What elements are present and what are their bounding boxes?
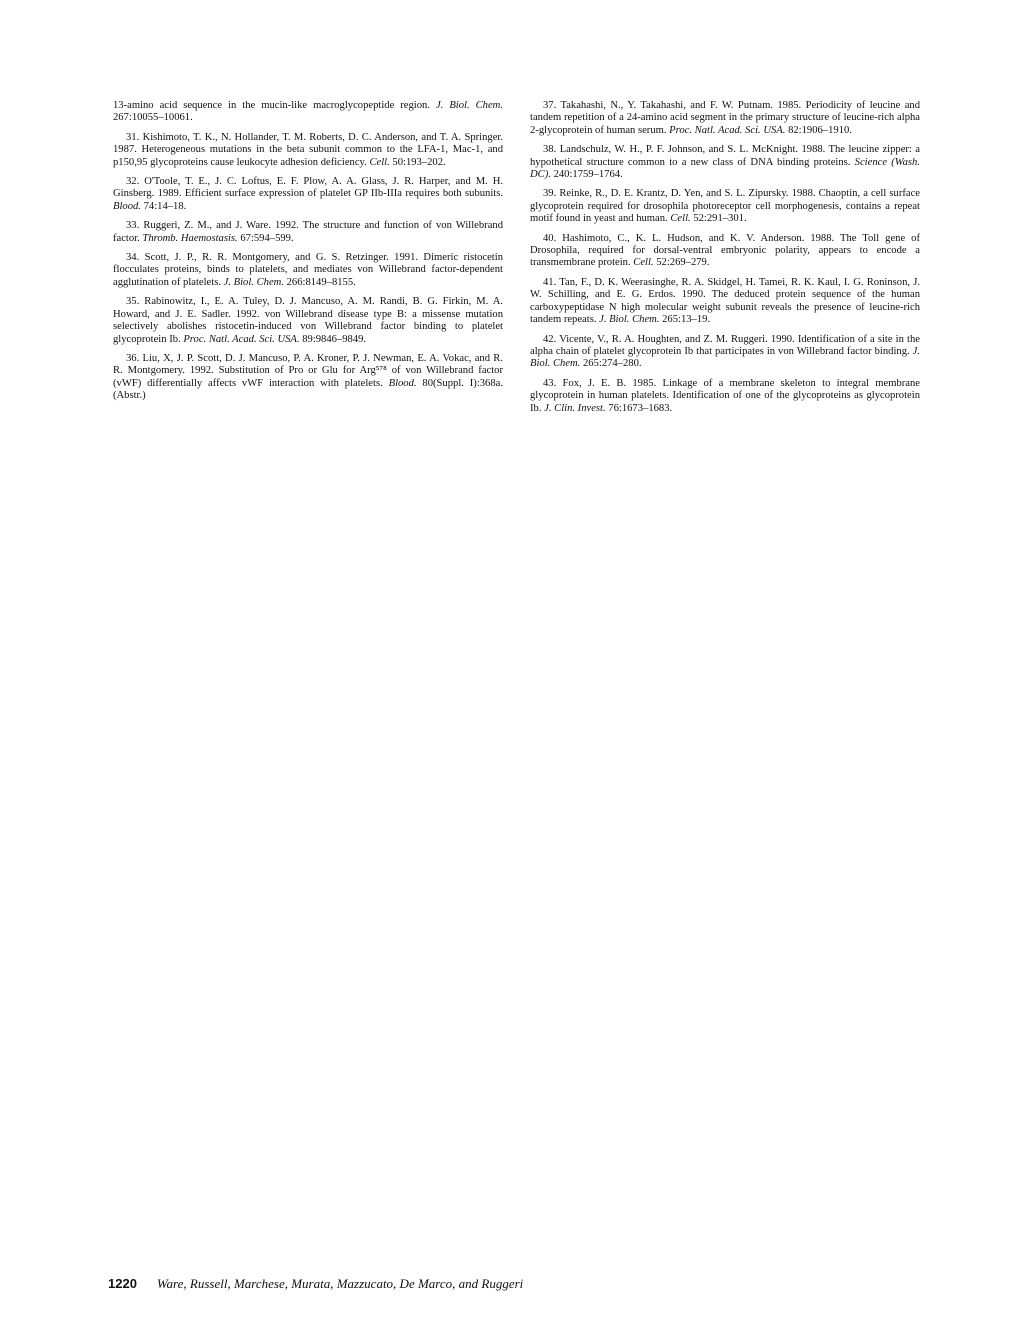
reference-journal: Cell.	[369, 156, 390, 168]
reference-entry	[113, 353, 503, 403]
reference-number: 39.	[543, 188, 557, 200]
reference-text: Takahashi, N., Y. Takahashi, and F. W. Putnam. 1985. Periodicity of leucine and tandem repetition of a 24-amino acid segment in the primary structure of leucine-rich alpha 2-glycoprotein of human serum.	[530, 100, 920, 136]
reference-journal: Thromb. Haemostasis.	[142, 232, 238, 244]
reference-journal: J. Clin. Invest.	[544, 402, 606, 414]
reference-text: Scott, J. P., R. R. Montgomery, and G. S. Retzinger. 1991. Dimeric ristocetin flocculates proteins, binds to platelets, and mediates von Willebrand factor-dependent agglutination of platelets.	[113, 252, 503, 288]
page-footer	[108, 1275, 908, 1293]
reference-entry	[113, 132, 503, 169]
reference-journal: Cell.	[633, 257, 654, 269]
reference-number: 40.	[543, 232, 557, 244]
reference-citation: 240:1759–1764.	[553, 169, 623, 181]
reference-journal: Proc. Natl. Acad. Sci. USA.	[669, 124, 786, 136]
reference-journal: Proc. Natl. Acad. Sci. USA.	[183, 333, 300, 345]
reference-entry	[113, 220, 503, 245]
reference-entry	[530, 100, 920, 137]
reference-citation: 52:291–301.	[693, 213, 747, 225]
reference-journal: Blood.	[113, 200, 141, 212]
reference-text: Hashimoto, C., K. L. Hudson, and K. V. Anderson. 1988. The Toll gene of Drosophila, required for dorsal-ventral embryonic polarity, appears to encode a transmembrane protein.	[530, 232, 920, 269]
references-right-column	[530, 100, 920, 422]
reference-entry	[530, 188, 920, 225]
reference-text: Reinke, R., D. E. Krantz, D. Yen, and S. L. Zipursky. 1988. Chaoptin, a cell surface glycoprotein required for drosophila photoreceptor cell morphogenesis, contains a repeat motif found in yeast and human.	[530, 188, 920, 225]
reference-text: 13-amino acid sequence in the mucin-like macroglycopeptide region.	[113, 100, 430, 111]
reference-text: Vicente, V., R. A. Houghten, and Z. M. Ruggeri. 1990. Identification of a site in the alpha chain of platelet glycoprotein Ib that participates in von Willebrand factor binding.	[530, 333, 920, 357]
reference-citation: 80(Suppl. I):368a. (Abstr.)	[113, 377, 504, 402]
reference-text: Fox, J. E. B. 1985. Linkage of a membrane skeleton to integral membrane glycoprotein in human platelets. Identification of one of the glycoproteins as glycoprotein Ib.	[530, 377, 920, 414]
reference-number: 32.	[126, 176, 140, 188]
reference-number: 31.	[126, 131, 140, 143]
reference-number: 36.	[126, 352, 140, 364]
reference-number: 42.	[543, 333, 557, 345]
reference-text: Liu, X, J. P. Scott, D. J. Mancuso, P. A. Kroner, P. J. Newman, E. A. Vokac, and R. R. Montgomery. 1992. Substitution of Pro or Glu for Arg⁵⁷⁸ of von Willebrand factor (vWF) differentially affects vWF interaction with platelets.	[113, 352, 503, 389]
reference-journal: J. Biol. Chem.	[435, 100, 503, 111]
reference-journal: J. Biol. Chem.	[223, 276, 284, 288]
reference-citation: 74:14–18.	[143, 200, 187, 212]
reference-number: 34.	[126, 252, 140, 264]
references-left-column	[113, 100, 503, 410]
page-number: 1220	[108, 1276, 137, 1291]
reference-citation: 76:1673–1683.	[608, 402, 673, 414]
reference-entry	[530, 334, 920, 371]
reference-text: Kishimoto, T. K., N. Hollander, T. M. Roberts, D. C. Anderson, and T. A. Springer. 1987. Heterogeneous mutations in the beta subunit common to the LFA-1, Mac-1, and p150,95 glycoproteins cause leukocyte adhesion deficiency.	[113, 131, 503, 168]
reference-journal: Cell.	[670, 213, 691, 225]
reference-number: 38.	[543, 144, 557, 156]
reference-number: 43.	[543, 377, 557, 389]
reference-text: O'Toole, T. E., J. C. Loftus, E. F. Plow, A. A. Glass, J. R. Harper, and M. H. Ginsberg. 1989. Efficient surface expression of platelet GP IIb-IIIa requires both subunits.	[113, 176, 503, 200]
reference-number: 41.	[543, 276, 557, 288]
reference-citation: 266:8149–8155.	[286, 276, 356, 288]
reference-text: Ruggeri, Z. M., and J. Ware. 1992. The structure and function of von Willebrand factor.	[113, 220, 503, 244]
reference-text: Tan, F., D. K. Weerasinghe, R. A. Skidgel, H. Tamei, R. K. Kaul, I. G. Roninson, J. W. Schilling, and E. G. Erdos. 1990. The deduced protein sequence of the human carboxypeptidase N high molecular weight subunit reveals the presence of leucine-rich tandem repeats.	[530, 276, 920, 326]
reference-entry	[113, 100, 503, 125]
reference-journal: Science (Wash. DC).	[530, 156, 920, 181]
reference-citation: 265:274–280.	[582, 358, 642, 370]
reference-citation: 265:13–19.	[662, 314, 711, 326]
reference-citation: 52:269–279.	[656, 257, 710, 269]
reference-text: Landschulz, W. H., P. F. Johnson, and S. L. McKnight. 1988. The leucine zipper: a hypothetical structure common to a new class of DNA binding proteins.	[530, 144, 921, 168]
reference-entry	[113, 176, 503, 213]
reference-journal: Blood.	[388, 377, 417, 389]
running-authors: Ware, Russell, Marchese, Murata, Mazzucato, De Marco, and Ruggeri	[156, 1276, 524, 1291]
reference-text: Rabinowitz, I., E. A. Tuley, D. J. Mancuso, A. M. Randi, B. G. Firkin, M. A. Howard, and J. E. Sadler. 1992. von Willebrand disease type B: a missense mutation selectively abolishes ristocetin-induced von Willebrand factor binding to platelet glycoprotein Ib.	[113, 296, 503, 345]
reference-entry	[530, 277, 920, 327]
reference-number: 33.	[126, 220, 140, 232]
reference-entry	[530, 378, 920, 415]
reference-citation: 89:9846–9849.	[302, 333, 367, 345]
reference-citation: 50:193–202.	[392, 156, 446, 168]
reference-number: 37.	[543, 100, 557, 111]
reference-number: 35.	[126, 296, 140, 308]
reference-citation: 67:594–599.	[240, 232, 294, 244]
reference-citation: 82:1906–1910.	[788, 124, 852, 136]
reference-entry	[113, 252, 503, 289]
reference-citation: 267:10055–10061.	[113, 112, 193, 124]
reference-entry	[113, 296, 503, 346]
reference-journal: J. Biol. Chem.	[530, 345, 920, 370]
reference-entry	[530, 233, 920, 270]
reference-journal: J. Biol. Chem.	[599, 314, 660, 326]
reference-entry	[530, 144, 920, 181]
